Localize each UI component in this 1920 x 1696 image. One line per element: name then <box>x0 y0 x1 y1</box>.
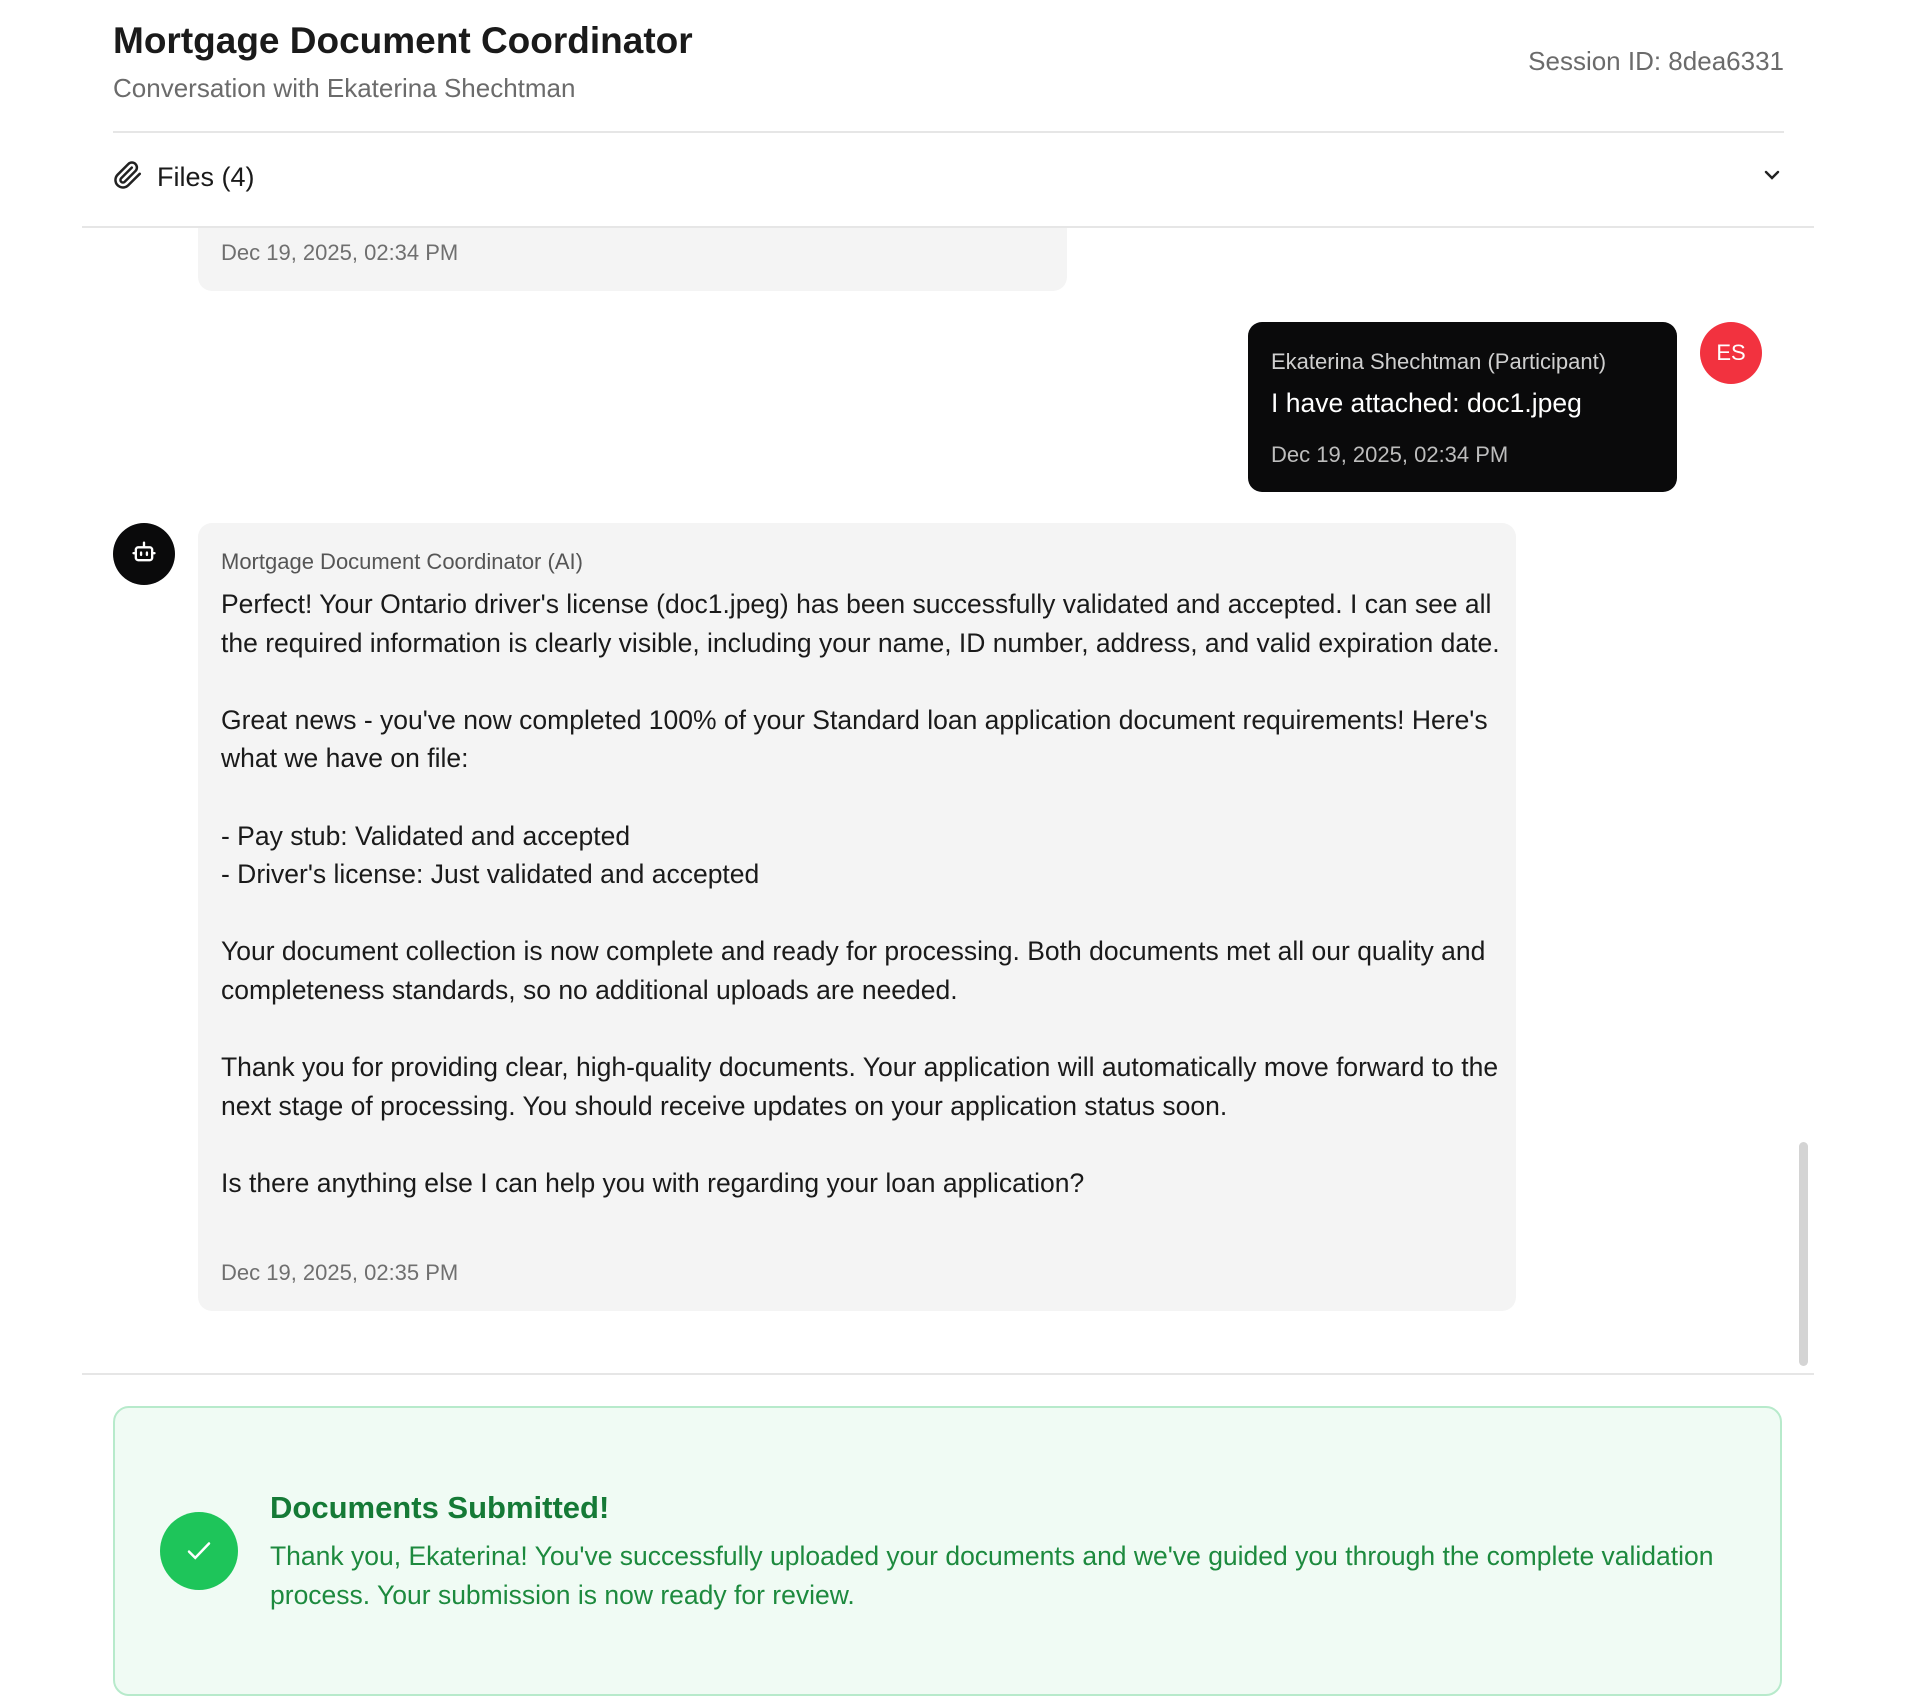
scrollbar[interactable] <box>1799 1142 1808 1366</box>
bot-icon <box>130 538 158 571</box>
ai-message-partial <box>198 228 1067 291</box>
bot-avatar <box>113 523 175 585</box>
page-title: Mortgage Document Coordinator <box>113 20 693 61</box>
success-text: Thank you, Ekaterina! You've successfully uploaded your documents and we've guided you through the complete validation process. Your submission is now ready for review. <box>270 1541 1714 1610</box>
message-sender: Mortgage Document Coordinator (AI) <box>221 549 583 574</box>
paperclip-icon <box>113 159 143 196</box>
footer-divider <box>82 1373 1814 1375</box>
message-timestamp: Dec 19, 2025, 02:35 PM <box>221 1260 459 1285</box>
message-timestamp: Dec 19, 2025, 02:34 PM <box>1271 442 1509 467</box>
header-divider <box>113 131 1784 133</box>
message-timestamp: Dec 19, 2025, 02:34 PM <box>221 240 459 265</box>
message-text: Perfect! Your Ontario driver's license (doc1.jpeg) has been successfully validated and accepted. I can see all the required information is clearly visible, including your name, ID number, address, and valid expiration date. Great news - you've now completed 100% of your Standard loan application document requirements! Here's what we have on file: - Pay stub: Validated and accepted - Driver's license: Just validated and accepted Your document collection is now complete and ready for processing. Both documents met all our quality and completeness standards, so no additional uploads are needed. Thank you for providing clear, high-quality documents. Your application will automatically move forward to the next stage of processing. You should receive updates on your application status soon. Is there anything else I can help you with regarding your loan application? <box>221 589 1500 1198</box>
message-text: I have attached: doc1.jpeg <box>1271 388 1582 418</box>
check-circle-icon <box>160 1512 238 1590</box>
session-id: Session ID: 8dea6331 <box>1528 46 1784 76</box>
chevron-down-icon[interactable] <box>1760 163 1784 192</box>
success-title: Documents Submitted! <box>270 1490 610 1525</box>
message-sender: Ekaterina Shechtman (Participant) <box>1271 349 1607 374</box>
page-subtitle: Conversation with Ekaterina Shechtman <box>113 73 576 103</box>
files-label: Files (4) <box>157 161 255 192</box>
user-message <box>1248 322 1677 492</box>
user-avatar: ES <box>1700 322 1762 384</box>
files-toggle[interactable] <box>113 156 1784 198</box>
ai-message <box>198 523 1516 1311</box>
